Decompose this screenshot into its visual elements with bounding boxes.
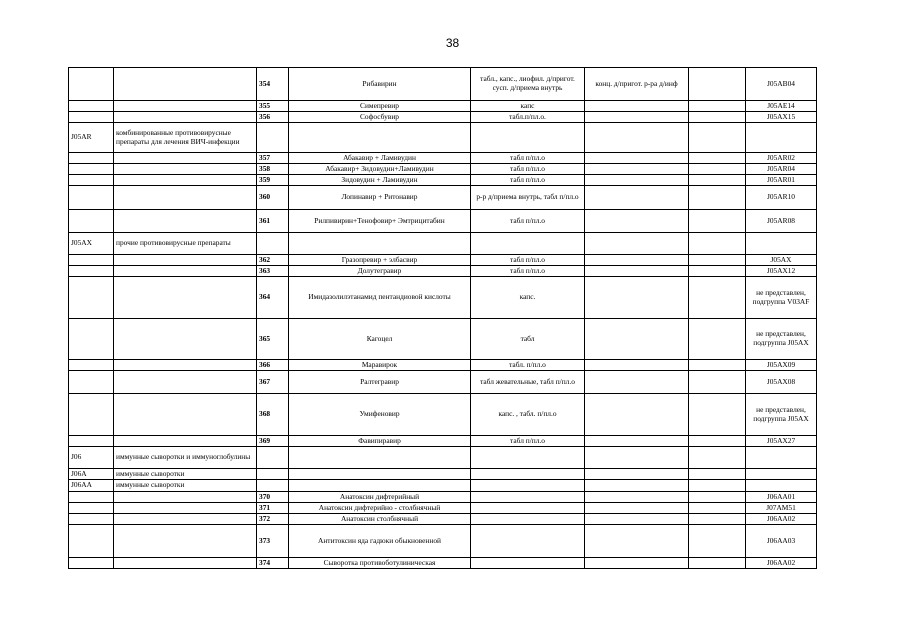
- row-number-cell: [257, 447, 289, 469]
- row-number-cell: 358: [257, 164, 289, 175]
- table-row: [69, 558, 817, 569]
- group-name-cell: [114, 277, 257, 319]
- dosage-form-cell: капс.: [471, 277, 585, 319]
- atc-code-result-cell: не представлен, подгруппа J05AX: [746, 394, 817, 436]
- dosage-form-extra-cell: [585, 514, 689, 525]
- atc-code-cell: J06A: [69, 469, 114, 480]
- drug-table-body: [69, 68, 817, 569]
- table-row: [69, 266, 817, 277]
- dosage-form-extra-cell: [585, 447, 689, 469]
- drug-name-cell: Зидовудин + Ламивудин: [289, 175, 471, 186]
- atc-code-cell: [69, 371, 114, 394]
- table-row: [69, 112, 817, 123]
- table-row: [69, 101, 817, 112]
- atc-code-cell: [69, 112, 114, 123]
- empty-cell: [689, 525, 746, 558]
- dosage-form-extra-cell: конц. д/пригот. р-ра д/инф: [585, 68, 689, 101]
- drug-name-cell: Рибавирин: [289, 68, 471, 101]
- dosage-form-extra-cell: [585, 469, 689, 480]
- table-row: [69, 394, 817, 436]
- atc-code-result-cell: J05AR01: [746, 175, 817, 186]
- empty-cell: [689, 175, 746, 186]
- atc-code-cell: [69, 210, 114, 233]
- dosage-form-extra-cell: [585, 101, 689, 112]
- row-number-cell: 365: [257, 319, 289, 360]
- empty-cell: [689, 210, 746, 233]
- dosage-form-cell: [471, 123, 585, 153]
- atc-code-cell: [69, 360, 114, 371]
- dosage-form-extra-cell: [585, 112, 689, 123]
- dosage-form-cell: [471, 558, 585, 569]
- drug-name-cell: Лопинавир + Ритонавир: [289, 186, 471, 210]
- dosage-form-extra-cell: [585, 164, 689, 175]
- dosage-form-extra-cell: [585, 277, 689, 319]
- group-name-cell: [114, 101, 257, 112]
- empty-cell: [689, 101, 746, 112]
- dosage-form-cell: р-р д/приема внутрь, табл п/пл.о: [471, 186, 585, 210]
- empty-cell: [689, 186, 746, 210]
- group-name-cell: [114, 186, 257, 210]
- row-number-cell: 361: [257, 210, 289, 233]
- table-row: [69, 514, 817, 525]
- drug-name-cell: Анатоксин столбнячный: [289, 514, 471, 525]
- group-name-cell: [114, 319, 257, 360]
- empty-cell: [689, 447, 746, 469]
- drug-name-cell: Сыворотка противоботулиническая: [289, 558, 471, 569]
- atc-code-result-cell: J05AX15: [746, 112, 817, 123]
- row-number-cell: 364: [257, 277, 289, 319]
- empty-cell: [689, 153, 746, 164]
- atc-code-cell: [69, 101, 114, 112]
- table-row: [69, 503, 817, 514]
- group-name-cell: [114, 371, 257, 394]
- drug-name-cell: Софосбувир: [289, 112, 471, 123]
- group-name-cell: иммунные сыворотки и иммуноглобулины: [114, 447, 257, 469]
- dosage-form-extra-cell: [585, 436, 689, 447]
- table-row: [69, 436, 817, 447]
- row-number-cell: 362: [257, 255, 289, 266]
- row-number-cell: [257, 123, 289, 153]
- empty-cell: [689, 277, 746, 319]
- row-number-cell: 359: [257, 175, 289, 186]
- dosage-form-extra-cell: [585, 319, 689, 360]
- dosage-form-cell: [471, 480, 585, 492]
- atc-code-cell: [69, 503, 114, 514]
- atc-code-result-cell: J05AR02: [746, 153, 817, 164]
- atc-code-result-cell: J06AA02: [746, 514, 817, 525]
- atc-code-cell: [69, 186, 114, 210]
- dosage-form-cell: [471, 492, 585, 503]
- atc-code-cell: [69, 558, 114, 569]
- row-number-cell: [257, 233, 289, 255]
- atc-code-cell: [69, 436, 114, 447]
- group-name-cell: [114, 436, 257, 447]
- dosage-form-cell: [471, 503, 585, 514]
- drug-name-cell: Долутегравир: [289, 266, 471, 277]
- row-number-cell: 370: [257, 492, 289, 503]
- table-row: [69, 492, 817, 503]
- drug-name-cell: Маравирок: [289, 360, 471, 371]
- table-row: [69, 255, 817, 266]
- row-number-cell: 374: [257, 558, 289, 569]
- drug-name-cell: Симепревир: [289, 101, 471, 112]
- drug-name-cell: Умифеновир: [289, 394, 471, 436]
- drug-table: [68, 67, 817, 569]
- empty-cell: [689, 514, 746, 525]
- drug-name-cell: [289, 123, 471, 153]
- drug-name-cell: Абакавир + Ламивудин: [289, 153, 471, 164]
- dosage-form-extra-cell: [585, 360, 689, 371]
- table-row: [69, 360, 817, 371]
- group-name-cell: [114, 210, 257, 233]
- dosage-form-extra-cell: [585, 492, 689, 503]
- row-number-cell: [257, 469, 289, 480]
- row-number-cell: 367: [257, 371, 289, 394]
- atc-code-result-cell: J05AE14: [746, 101, 817, 112]
- atc-code-cell: [69, 255, 114, 266]
- atc-code-result-cell: [746, 469, 817, 480]
- atc-code-cell: [69, 277, 114, 319]
- atc-code-result-cell: [746, 447, 817, 469]
- group-name-cell: иммунные сыворотки: [114, 480, 257, 492]
- dosage-form-cell: [471, 233, 585, 255]
- empty-cell: [689, 266, 746, 277]
- atc-code-result-cell: J05AR08: [746, 210, 817, 233]
- atc-code-cell: [69, 164, 114, 175]
- dosage-form-cell: [471, 469, 585, 480]
- group-name-cell: [114, 525, 257, 558]
- atc-code-cell: [69, 68, 114, 101]
- group-name-cell: [114, 360, 257, 371]
- table-row: [69, 277, 817, 319]
- atc-code-cell: [69, 266, 114, 277]
- table-row: [69, 469, 817, 480]
- dosage-form-cell: табл. п/пл.о: [471, 360, 585, 371]
- atc-code-result-cell: [746, 480, 817, 492]
- drug-name-cell: Рилпивирин+Тенофовир+ Эмтрицитабин: [289, 210, 471, 233]
- atc-code-result-cell: J06AA03: [746, 525, 817, 558]
- group-name-cell: [114, 112, 257, 123]
- table-row: [69, 164, 817, 175]
- atc-code-result-cell: J05AX27: [746, 436, 817, 447]
- atc-code-cell: [69, 175, 114, 186]
- atc-code-result-cell: [746, 233, 817, 255]
- dosage-form-cell: табл п/пл.о: [471, 210, 585, 233]
- table-row: [69, 319, 817, 360]
- empty-cell: [689, 319, 746, 360]
- row-number-cell: [257, 480, 289, 492]
- drug-name-cell: Гразопревир + элбасвир: [289, 255, 471, 266]
- dosage-form-cell: [471, 447, 585, 469]
- empty-cell: [689, 233, 746, 255]
- group-name-cell: [114, 164, 257, 175]
- table-row: [69, 233, 817, 255]
- row-number-cell: 371: [257, 503, 289, 514]
- row-number-cell: 369: [257, 436, 289, 447]
- atc-code-result-cell: J05AX09: [746, 360, 817, 371]
- empty-cell: [689, 394, 746, 436]
- empty-cell: [689, 469, 746, 480]
- dosage-form-cell: табл жевательные, табл п/пл.о: [471, 371, 585, 394]
- row-number-cell: 355: [257, 101, 289, 112]
- group-name-cell: [114, 503, 257, 514]
- row-number-cell: 372: [257, 514, 289, 525]
- empty-cell: [689, 164, 746, 175]
- atc-code-cell: J06AA: [69, 480, 114, 492]
- group-name-cell: прочие противовирусные препараты: [114, 233, 257, 255]
- empty-cell: [689, 68, 746, 101]
- drug-name-cell: Анатоксин дифтерийно - столбнячный: [289, 503, 471, 514]
- dosage-form-extra-cell: [585, 210, 689, 233]
- empty-cell: [689, 480, 746, 492]
- group-name-cell: [114, 153, 257, 164]
- row-number-cell: 368: [257, 394, 289, 436]
- group-name-cell: [114, 175, 257, 186]
- empty-cell: [689, 503, 746, 514]
- empty-cell: [689, 360, 746, 371]
- group-name-cell: [114, 514, 257, 525]
- drug-name-cell: Кагоцел: [289, 319, 471, 360]
- atc-code-result-cell: J06AA02: [746, 558, 817, 569]
- table-row: [69, 525, 817, 558]
- atc-code-result-cell: J05AR10: [746, 186, 817, 210]
- group-name-cell: [114, 558, 257, 569]
- table-row: [69, 210, 817, 233]
- empty-cell: [689, 123, 746, 153]
- drug-name-cell: Абакавир+ Зидовудин+Ламивудин: [289, 164, 471, 175]
- dosage-form-extra-cell: [585, 175, 689, 186]
- group-name-cell: [114, 68, 257, 101]
- group-name-cell: комбинированные противовирусные препараты для лечения ВИЧ-инфекции: [114, 123, 257, 153]
- empty-cell: [689, 112, 746, 123]
- dosage-form-extra-cell: [585, 480, 689, 492]
- drug-name-cell: [289, 233, 471, 255]
- atc-code-cell: [69, 492, 114, 503]
- atc-code-cell: J05AR: [69, 123, 114, 153]
- row-number-cell: 360: [257, 186, 289, 210]
- group-name-cell: [114, 255, 257, 266]
- dosage-form-extra-cell: [585, 558, 689, 569]
- drug-name-cell: Ралтегравир: [289, 371, 471, 394]
- atc-code-cell: [69, 319, 114, 360]
- row-number-cell: 354: [257, 68, 289, 101]
- dosage-form-extra-cell: [585, 255, 689, 266]
- atc-code-result-cell: J05AX12: [746, 266, 817, 277]
- atc-code-result-cell: [746, 123, 817, 153]
- table-row: [69, 371, 817, 394]
- dosage-form-cell: табл п/пл.о: [471, 436, 585, 447]
- dosage-form-cell: табл п/пл.о: [471, 266, 585, 277]
- dosage-form-cell: капс: [471, 101, 585, 112]
- table-row: [69, 175, 817, 186]
- dosage-form-cell: табл.п/пл.о.: [471, 112, 585, 123]
- drug-name-cell: Анатоксин дифтерийный: [289, 492, 471, 503]
- atc-code-result-cell: не представлен, подгруппа J05AX: [746, 319, 817, 360]
- page-number: 38: [445, 36, 460, 50]
- dosage-form-extra-cell: [585, 153, 689, 164]
- dosage-form-extra-cell: [585, 503, 689, 514]
- table-row: [69, 186, 817, 210]
- atc-code-cell: J05AX: [69, 233, 114, 255]
- atc-code-result-cell: J05AX08: [746, 371, 817, 394]
- dosage-form-cell: табл., капс., лиофил. д/пригот. сусп. д/приема внутрь: [471, 68, 585, 101]
- atc-code-cell: [69, 394, 114, 436]
- empty-cell: [689, 255, 746, 266]
- table-row: [69, 447, 817, 469]
- drug-name-cell: [289, 480, 471, 492]
- row-number-cell: 363: [257, 266, 289, 277]
- dosage-form-cell: табл п/пл.о: [471, 153, 585, 164]
- dosage-form-extra-cell: [585, 266, 689, 277]
- drug-name-cell: Фавипиравир: [289, 436, 471, 447]
- dosage-form-cell: [471, 514, 585, 525]
- atc-code-result-cell: J05AB04: [746, 68, 817, 101]
- dosage-form-extra-cell: [585, 371, 689, 394]
- drug-name-cell: [289, 447, 471, 469]
- row-number-cell: 373: [257, 525, 289, 558]
- dosage-form-extra-cell: [585, 233, 689, 255]
- empty-cell: [689, 492, 746, 503]
- dosage-form-cell: табл п/пл.о: [471, 255, 585, 266]
- atc-code-result-cell: не представлен, подгруппа V03AF: [746, 277, 817, 319]
- group-name-cell: [114, 394, 257, 436]
- empty-cell: [689, 436, 746, 447]
- dosage-form-cell: капс. , табл. п/пл.о: [471, 394, 585, 436]
- dosage-form-cell: табл: [471, 319, 585, 360]
- row-number-cell: 366: [257, 360, 289, 371]
- drug-name-cell: Антитоксин яда гадюки обыкновенной: [289, 525, 471, 558]
- empty-cell: [689, 558, 746, 569]
- atc-code-cell: [69, 514, 114, 525]
- group-name-cell: [114, 492, 257, 503]
- dosage-form-extra-cell: [585, 123, 689, 153]
- atc-code-result-cell: J06AA01: [746, 492, 817, 503]
- table-row: [69, 68, 817, 101]
- drug-name-cell: Имидазолилэтанамид пентандиовой кислоты: [289, 277, 471, 319]
- atc-code-result-cell: J07AM51: [746, 503, 817, 514]
- dosage-form-extra-cell: [585, 186, 689, 210]
- group-name-cell: иммунные сыворотки: [114, 469, 257, 480]
- atc-code-result-cell: J05AR04: [746, 164, 817, 175]
- row-number-cell: 357: [257, 153, 289, 164]
- dosage-form-cell: табл п/пл.о: [471, 175, 585, 186]
- drug-name-cell: [289, 469, 471, 480]
- dosage-form-extra-cell: [585, 525, 689, 558]
- empty-cell: [689, 371, 746, 394]
- row-number-cell: 356: [257, 112, 289, 123]
- atc-code-cell: [69, 153, 114, 164]
- dosage-form-extra-cell: [585, 394, 689, 436]
- table-row: [69, 123, 817, 153]
- table-row: [69, 480, 817, 492]
- atc-code-result-cell: J05AX: [746, 255, 817, 266]
- atc-code-cell: J06: [69, 447, 114, 469]
- dosage-form-cell: табл п/пл.о: [471, 164, 585, 175]
- atc-code-cell: [69, 525, 114, 558]
- group-name-cell: [114, 266, 257, 277]
- table-row: [69, 153, 817, 164]
- dosage-form-cell: [471, 525, 585, 558]
